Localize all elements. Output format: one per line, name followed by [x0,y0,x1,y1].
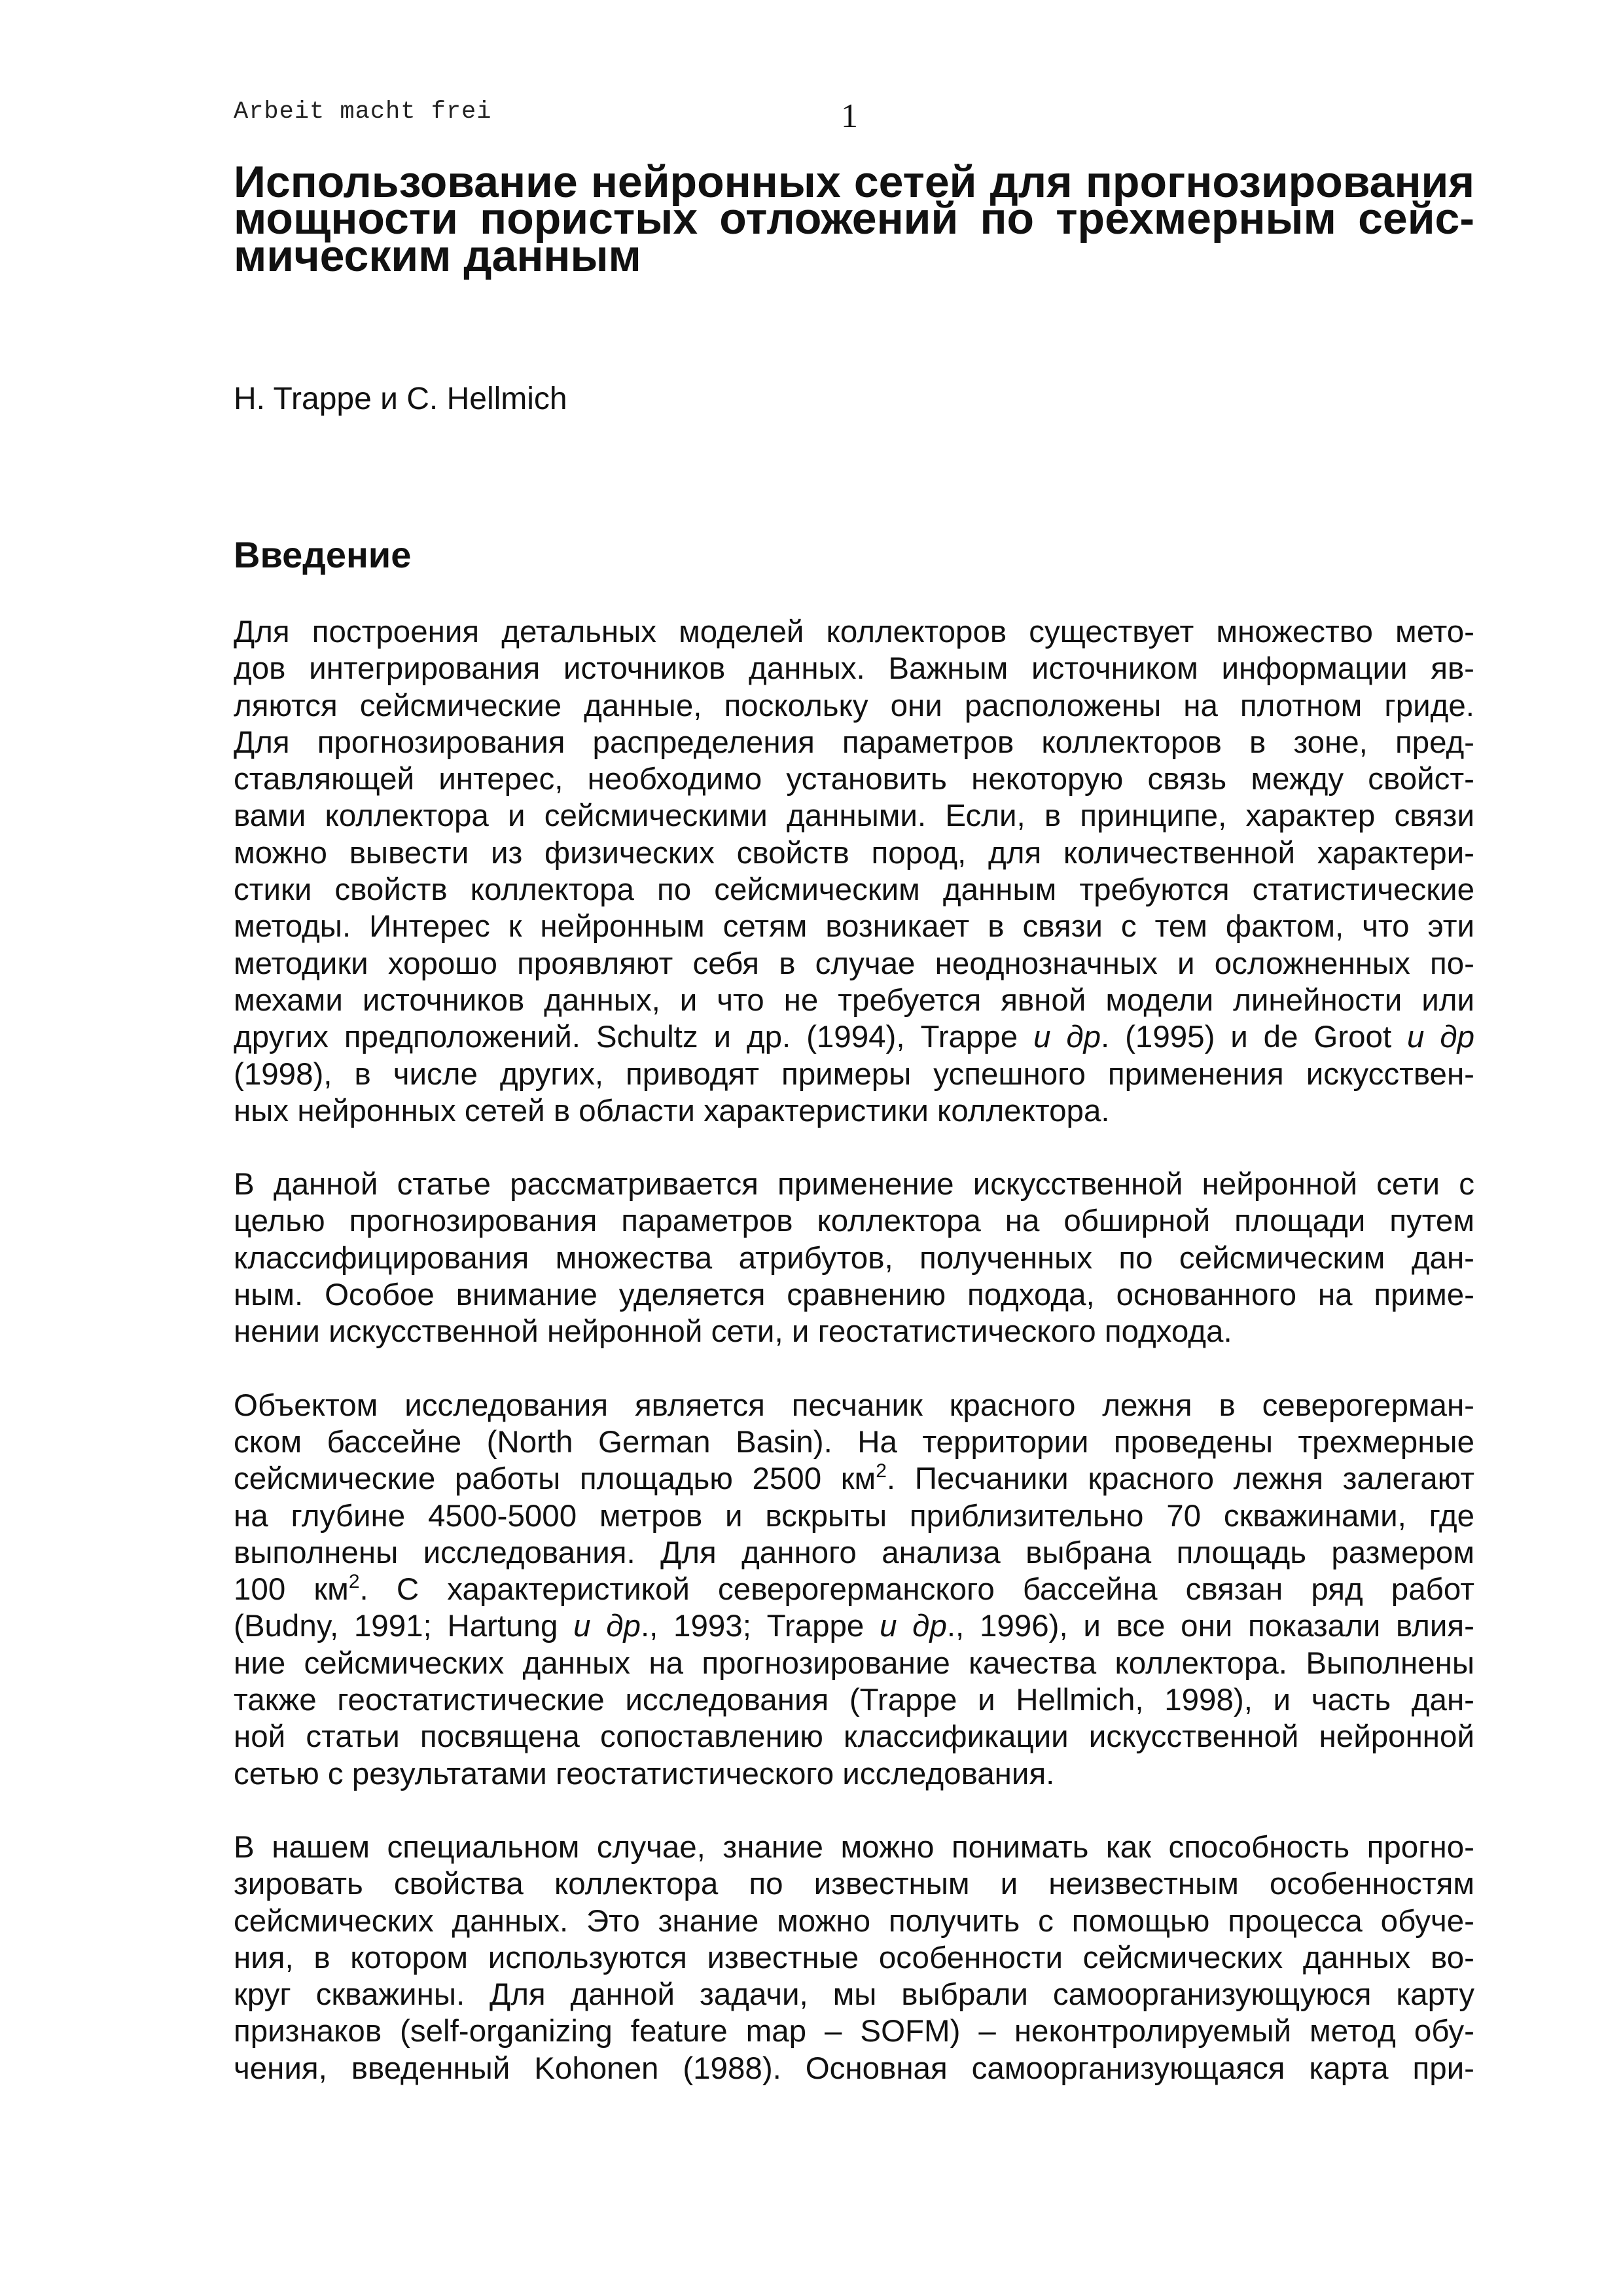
text-line: ском бассейне (North German Basin). На территории проведены трехмерные [234,1424,1474,1460]
text-line: стики свойств коллектора по сейсмическим данным требуются статистические [234,872,1474,908]
paragraph [234,614,1474,1130]
text-line: целью прогнозирования параметров коллектора на обширной площади путем [234,1204,1474,1239]
text-line: ляются сейсмические данные, поскольку они расположены на плотном гриде. [234,688,1474,723]
text-line: вами коллектора и сейсмическими данными. Если, в принципе, характер связи [234,798,1474,834]
text-line: ние сейсмических данных на прогнозирование качества коллектора. Выполнены [234,1645,1474,1681]
text-line: сейсмических данных. Это знание можно получить с помощью процесса обуче- [234,1903,1474,1939]
text-line: признаков (self-organizing feature map – SOFM) – неконтролируемый метод обу- [234,2014,1474,2049]
authors: H. Trappe и C. Hellmich [234,382,567,416]
text-line: зировать свойства коллектора по известным и неизвестным особенностям [234,1867,1474,1902]
text-line: на глубине 4500-5000 метров и вскрыты приблизительно 70 скважинами, где [234,1498,1474,1534]
text-line: В данной статье рассматривается применение искусственной нейронной сети с [234,1167,1474,1202]
text-line: также геостатистические исследования (Trappe и Hellmich, 1998), и часть дан- [234,1683,1474,1718]
section-heading: Введение [234,534,412,575]
text-line: (1998), в числе других, приводят примеры успешного применения искусствен- [234,1056,1474,1092]
text-line: можно вывести из физических свойств пород, для количественной характери- [234,835,1474,870]
text-line: сетью с результатами геостатистического исследования. [234,1756,1055,1791]
text-line: нении искусственной нейронной сети, и геостатистического подхода. [234,1314,1232,1350]
text-line: Объектом исследования является песчаник красного лежня в северогерман- [234,1388,1474,1423]
text-line: выполнены исследования. Для данного анализа выбрана площадь размером [234,1535,1474,1570]
text-line: чения, введенный Kohonen (1988). Основная самоорганизующаяся карта при- [234,2051,1474,2086]
text-line: (Budny, 1991; Hartung и др., 1993; Trappe и др., 1996), и все они показали влия- [234,1609,1474,1644]
running-header: Arbeit macht frei [234,98,492,126]
text-line: классифицирования множества атрибутов, полученных по сейсмическим дан- [234,1240,1474,1276]
page-number: 1 [841,98,858,135]
text-line: ных нейронных сетей в области характеристики коллектора. [234,1093,1110,1128]
text-line: 100 $км^2$. С характеристикой северогерманского бассейна связан ряд работ [234,1571,1474,1607]
paragraph [234,1166,1474,1350]
title-line: мощности пористых отложений по трехмерным сейс- [234,194,1474,244]
body-text [234,614,1474,2124]
paragraph [234,1829,1474,2087]
text-line: других предположений. Schultz и др. (1994), Trappe и др. (1995) и de Groot и др [234,1020,1475,1055]
paragraph [234,1388,1474,1793]
text-line: Для построения детальных моделей коллекторов существует множество мето- [234,615,1474,649]
text-line: методики хорошо проявляют себя в случае неоднозначных и осложненных по- [234,946,1474,981]
title-line: Использование нейронных сетей для прогнозирования [234,157,1474,207]
text-line: мехами источников данных, и что не требуется явной модели линейности или [234,982,1474,1018]
text-line: ния, в котором используются известные особенности сейсмических данных во- [234,1940,1474,1975]
text-line: дов интегрирования источников данных. Важным источником информации яв- [234,651,1474,687]
title-line: мическим данным [234,230,641,281]
text-line: ставляющей интерес, необходимо установить некоторую связь между свойст- [234,762,1474,797]
text-line: круг скважины. Для данной задачи, мы выбрали самоорганизующуюся карту [234,1977,1474,2013]
text-line: методы. Интерес к нейронным сетям возникает в связи с тем фактом, что эти [234,909,1474,944]
text-line: ным. Особое внимание уделяется сравнению подхода, основанного на приме- [234,1278,1474,1313]
text-line: Для прогнозирования распределения параметров коллекторов в зоне, пред- [234,725,1474,760]
text-line: В нашем специальном случае, знание можно понимать как способность прогно- [234,1829,1474,1865]
document-title [234,156,1474,281]
text-line: ной статьи посвящена сопоставлению классификации искусственной нейронной [234,1719,1474,1755]
text-line: сейсмические работы площадью 2500 $км^2$. Песчаники красного лежня залегают [234,1460,1474,1497]
